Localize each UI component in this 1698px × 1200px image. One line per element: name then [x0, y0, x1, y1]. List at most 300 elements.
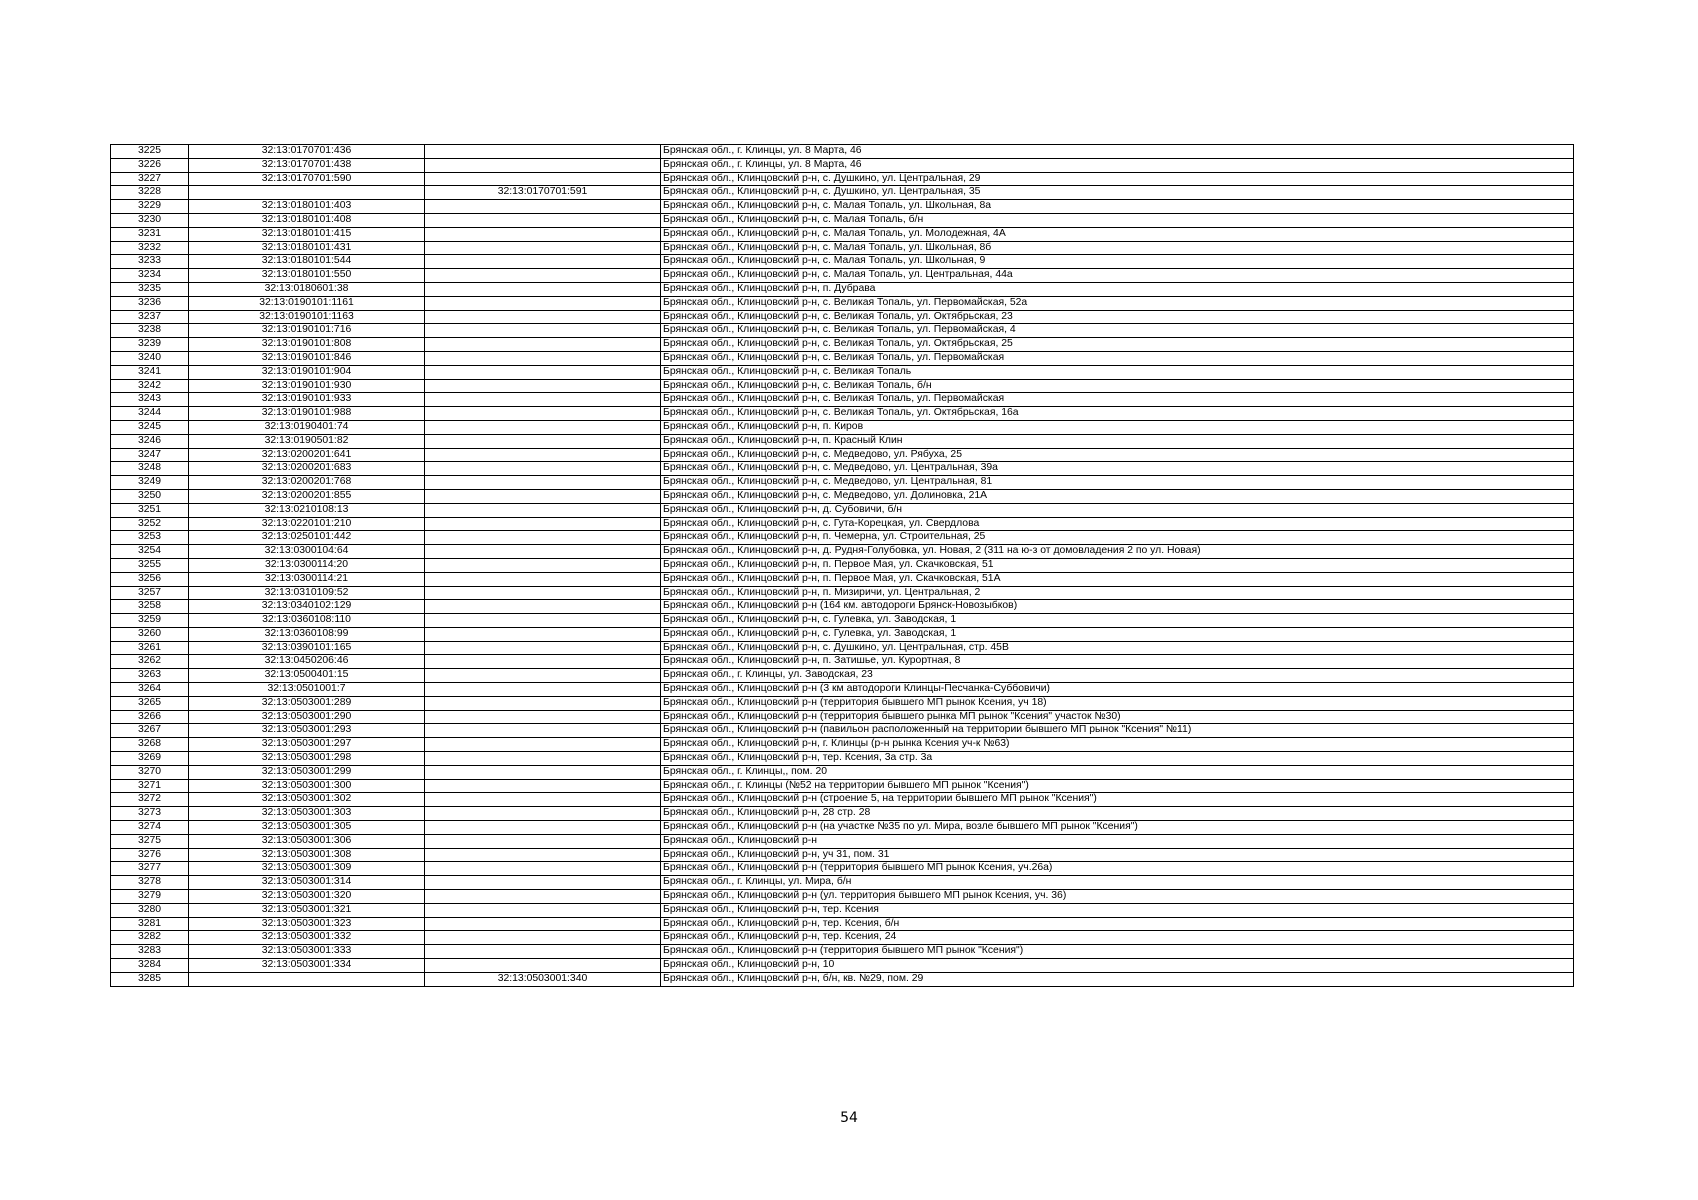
address-cell: Брянская обл., Клинцовский р-н (строение 5, на территории бывшего МП рынок "Ксения")	[661, 793, 1574, 807]
cadastral-number-cell	[189, 972, 425, 986]
cadastral-number-cell: 32:13:0340102:129	[189, 600, 425, 614]
cadastral-number-cell: 32:13:0501001:7	[189, 683, 425, 697]
cadastral-number-cell: 32:13:0190101:1161	[189, 296, 425, 310]
cadastral-number-alt-cell	[425, 834, 661, 848]
row-number-cell: 3235	[111, 282, 189, 296]
table-row	[111, 310, 1574, 324]
table-row	[111, 393, 1574, 407]
cadastral-number-cell: 32:13:0503001:309	[189, 862, 425, 876]
address-cell: Брянская обл., Клинцовский р-н, с. Гулевка, ул. Заводская, 1	[661, 627, 1574, 641]
row-number-cell: 3238	[111, 324, 189, 338]
cadastral-number-cell: 32:13:0190101:933	[189, 393, 425, 407]
cadastral-number-cell: 32:13:0503001:290	[189, 710, 425, 724]
cadastral-number-alt-cell	[425, 200, 661, 214]
row-number-cell: 3237	[111, 310, 189, 324]
cadastral-number-cell: 32:13:0503001:299	[189, 765, 425, 779]
table-row	[111, 821, 1574, 835]
page-number: 54	[840, 1110, 858, 1126]
cadastral-number-alt-cell	[425, 945, 661, 959]
cadastral-number-alt-cell	[425, 558, 661, 572]
cadastral-number-alt-cell	[425, 517, 661, 531]
row-number-cell: 3246	[111, 434, 189, 448]
cadastral-number-cell: 32:13:0200201:641	[189, 448, 425, 462]
table-row	[111, 862, 1574, 876]
address-cell: Брянская обл., Клинцовский р-н, с. Великая Топаль, б/н	[661, 379, 1574, 393]
cadastral-number-cell: 32:13:0170701:436	[189, 145, 425, 159]
table-row	[111, 793, 1574, 807]
row-number-cell: 3276	[111, 848, 189, 862]
cadastral-number-cell: 32:13:0200201:768	[189, 476, 425, 490]
cadastral-number-cell: 32:13:0503001:314	[189, 876, 425, 890]
address-cell: Брянская обл., Клинцовский р-н, тер. Ксения, 24	[661, 931, 1574, 945]
cadastral-number-alt-cell	[425, 807, 661, 821]
table-row	[111, 724, 1574, 738]
address-cell: Брянская обл., Клинцовский р-н, с. Медведово, ул. Долиновка, 21А	[661, 489, 1574, 503]
address-cell: Брянская обл., Клинцовский р-н, с. Малая Топаль, б/н	[661, 213, 1574, 227]
cadastral-number-cell: 32:13:0170701:590	[189, 172, 425, 186]
address-cell: Брянская обл., Клинцовский р-н, с. Медведово, ул. Рябуха, 25	[661, 448, 1574, 462]
cadastral-number-cell: 32:13:0210108:13	[189, 503, 425, 517]
address-cell: Брянская обл., Клинцовский р-н, 28 стр. 28	[661, 807, 1574, 821]
cadastral-number-cell: 32:13:0180101:550	[189, 269, 425, 283]
cadastral-number-alt-cell	[425, 876, 661, 890]
cadastral-number-alt-cell	[425, 959, 661, 973]
row-number-cell: 3242	[111, 379, 189, 393]
row-number-cell: 3252	[111, 517, 189, 531]
cadastral-number-alt-cell	[425, 614, 661, 628]
cadastral-number-cell: 32:13:0190101:904	[189, 365, 425, 379]
table-row	[111, 434, 1574, 448]
cadastral-number-alt-cell	[425, 738, 661, 752]
address-cell: Брянская обл., Клинцовский р-н, с. Малая Топаль, ул. Школьная, 8а	[661, 200, 1574, 214]
address-cell: Брянская обл., Клинцовский р-н (территория бывшего МП рынок Ксения, уч.26а)	[661, 862, 1574, 876]
cadastral-number-cell: 32:13:0180601:38	[189, 282, 425, 296]
address-cell: Брянская обл., Клинцовский р-н, с. Душкино, ул. Центральная, 29	[661, 172, 1574, 186]
cadastral-number-cell: 32:13:0503001:302	[189, 793, 425, 807]
row-number-cell: 3271	[111, 779, 189, 793]
cadastral-number-cell: 32:13:0360108:110	[189, 614, 425, 628]
address-cell: Брянская обл., Клинцовский р-н, п. Первое Мая, ул. Скачковская, 51А	[661, 572, 1574, 586]
row-number-cell: 3232	[111, 241, 189, 255]
table-row	[111, 779, 1574, 793]
cadastral-number-alt-cell	[425, 793, 661, 807]
cadastral-number-alt-cell	[425, 765, 661, 779]
address-cell: Брянская обл., Клинцовский р-н, с. Гута-Корецкая, ул. Свердлова	[661, 517, 1574, 531]
address-cell: Брянская обл., г. Клинцы,, пом. 20	[661, 765, 1574, 779]
table-row	[111, 752, 1574, 766]
table-row	[111, 296, 1574, 310]
cadastral-number-cell: 32:13:0503001:300	[189, 779, 425, 793]
cadastral-number-alt-cell	[425, 655, 661, 669]
address-cell: Брянская обл., Клинцовский р-н, с. Душкино, ул. Центральная, 35	[661, 186, 1574, 200]
row-number-cell: 3277	[111, 862, 189, 876]
table-row	[111, 158, 1574, 172]
table-row	[111, 876, 1574, 890]
address-cell: Брянская обл., Клинцовский р-н, с. Душкино, ул. Центральная, стр. 45В	[661, 641, 1574, 655]
row-number-cell: 3267	[111, 724, 189, 738]
address-cell: Брянская обл., Клинцовский р-н (павильон расположенный на территории бывшего МП рынок "Ксения" №11)	[661, 724, 1574, 738]
cadastral-number-cell: 32:13:0190101:1163	[189, 310, 425, 324]
table-row	[111, 489, 1574, 503]
cadastral-number-cell: 32:13:0190401:74	[189, 420, 425, 434]
cadastral-number-alt-cell	[425, 379, 661, 393]
row-number-cell: 3268	[111, 738, 189, 752]
cadastral-number-cell: 32:13:0200201:855	[189, 489, 425, 503]
table-row	[111, 420, 1574, 434]
table-row	[111, 269, 1574, 283]
table-row	[111, 931, 1574, 945]
row-number-cell: 3230	[111, 213, 189, 227]
cadastral-number-cell: 32:13:0450206:46	[189, 655, 425, 669]
table-row	[111, 531, 1574, 545]
cadastral-number-cell: 32:13:0190101:988	[189, 407, 425, 421]
row-number-cell: 3243	[111, 393, 189, 407]
cadastral-number-alt-cell: 32:13:0503001:340	[425, 972, 661, 986]
row-number-cell: 3257	[111, 586, 189, 600]
table-row	[111, 641, 1574, 655]
address-cell: Брянская обл., Клинцовский р-н, с. Гулевка, ул. Заводская, 1	[661, 614, 1574, 628]
row-number-cell: 3260	[111, 627, 189, 641]
cadastral-number-alt-cell	[425, 683, 661, 697]
cadastral-number-alt-cell	[425, 903, 661, 917]
cadastral-number-alt-cell	[425, 462, 661, 476]
cadastral-number-alt-cell	[425, 145, 661, 159]
row-number-cell: 3227	[111, 172, 189, 186]
cadastral-number-cell: 32:13:0300114:20	[189, 558, 425, 572]
table-row	[111, 586, 1574, 600]
cadastral-number-cell: 32:13:0390101:165	[189, 641, 425, 655]
row-number-cell: 3244	[111, 407, 189, 421]
address-cell: Брянская обл., Клинцовский р-н, с. Медведово, ул. Центральная, 81	[661, 476, 1574, 490]
table-row	[111, 959, 1574, 973]
row-number-cell: 3261	[111, 641, 189, 655]
cadastral-number-cell: 32:13:0180101:403	[189, 200, 425, 214]
address-cell: Брянская обл., г. Клинцы (№52 на территории бывшего МП рынок "Ксения")	[661, 779, 1574, 793]
row-number-cell: 3259	[111, 614, 189, 628]
cadastral-number-alt-cell	[425, 407, 661, 421]
cadastral-number-alt-cell	[425, 282, 661, 296]
table-row	[111, 655, 1574, 669]
address-cell: Брянская обл., Клинцовский р-н (164 км. автодороги Брянск-Новозыбков)	[661, 600, 1574, 614]
cadastral-number-cell: 32:13:0503001:293	[189, 724, 425, 738]
address-cell: Брянская обл., Клинцовский р-н, с. Малая Топаль, ул. Школьная, 8б	[661, 241, 1574, 255]
address-cell: Брянская обл., Клинцовский р-н, п. Красный Клин	[661, 434, 1574, 448]
cadastral-number-alt-cell	[425, 476, 661, 490]
cadastral-number-cell: 32:13:0503001:306	[189, 834, 425, 848]
address-cell: Брянская обл., Клинцовский р-н, с. Великая Топаль, ул. Октябрьская, 16а	[661, 407, 1574, 421]
address-cell: Брянская обл., Клинцовский р-н, п. Дубрава	[661, 282, 1574, 296]
address-cell: Брянская обл., Клинцовский р-н (3 км автодороги Клинцы-Песчанка-Суббовичи)	[661, 683, 1574, 697]
address-cell: Брянская обл., Клинцовский р-н, с. Великая Топаль, ул. Первомайская	[661, 351, 1574, 365]
cadastral-number-alt-cell	[425, 600, 661, 614]
cadastral-number-cell: 32:13:0300114:21	[189, 572, 425, 586]
cadastral-number-alt-cell	[425, 338, 661, 352]
cadastral-number-cell: 32:13:0310109:52	[189, 586, 425, 600]
table-row	[111, 738, 1574, 752]
address-cell: Брянская обл., Клинцовский р-н, с. Великая Топаль, ул. Октябрьская, 25	[661, 338, 1574, 352]
cadastral-number-cell: 32:13:0180101:408	[189, 213, 425, 227]
row-number-cell: 3285	[111, 972, 189, 986]
cadastral-number-cell: 32:13:0503001:308	[189, 848, 425, 862]
table-row	[111, 834, 1574, 848]
table-row	[111, 848, 1574, 862]
cadastral-number-cell: 32:13:0503001:323	[189, 917, 425, 931]
cadastral-number-alt-cell	[425, 862, 661, 876]
cadastral-number-alt-cell	[425, 710, 661, 724]
table-row	[111, 765, 1574, 779]
row-number-cell: 3239	[111, 338, 189, 352]
cadastral-number-cell: 32:13:0503001:334	[189, 959, 425, 973]
cadastral-number-alt-cell	[425, 752, 661, 766]
table-row	[111, 945, 1574, 959]
cadastral-number-alt-cell	[425, 641, 661, 655]
table-row	[111, 614, 1574, 628]
table-row	[111, 145, 1574, 159]
cadastral-number-alt-cell	[425, 503, 661, 517]
cadastral-number-alt-cell	[425, 448, 661, 462]
row-number-cell: 3279	[111, 890, 189, 904]
cadastral-number-cell: 32:13:0360108:99	[189, 627, 425, 641]
cadastral-number-cell: 32:13:0503001:303	[189, 807, 425, 821]
row-number-cell: 3240	[111, 351, 189, 365]
cadastral-number-alt-cell	[425, 324, 661, 338]
cadastral-number-alt-cell	[425, 393, 661, 407]
row-number-cell: 3272	[111, 793, 189, 807]
cadastral-number-alt-cell	[425, 724, 661, 738]
table-row	[111, 241, 1574, 255]
row-number-cell: 3275	[111, 834, 189, 848]
table-row	[111, 545, 1574, 559]
address-cell: Брянская обл., Клинцовский р-н, тер. Ксения, 3а стр. 3а	[661, 752, 1574, 766]
table-row	[111, 338, 1574, 352]
cadastral-number-cell: 32:13:0503001:320	[189, 890, 425, 904]
address-cell: Брянская обл., Клинцовский р-н, с. Великая Топаль, ул. Первомайская, 4	[661, 324, 1574, 338]
cadastral-number-cell: 32:13:0200201:683	[189, 462, 425, 476]
address-cell: Брянская обл., Клинцовский р-н, с. Малая Топаль, ул. Центральная, 44а	[661, 269, 1574, 283]
address-cell: Брянская обл., Клинцовский р-н, с. Великая Топаль, ул. Первомайская	[661, 393, 1574, 407]
row-number-cell: 3269	[111, 752, 189, 766]
row-number-cell: 3280	[111, 903, 189, 917]
cadastral-number-alt-cell	[425, 158, 661, 172]
row-number-cell: 3249	[111, 476, 189, 490]
cadastral-number-alt-cell	[425, 669, 661, 683]
cadastral-number-cell: 32:13:0190101:716	[189, 324, 425, 338]
cadastral-number-alt-cell	[425, 821, 661, 835]
cadastral-number-alt-cell	[425, 296, 661, 310]
table-row	[111, 351, 1574, 365]
row-number-cell: 3233	[111, 255, 189, 269]
row-number-cell: 3273	[111, 807, 189, 821]
cadastral-number-cell: 32:13:0300104:64	[189, 545, 425, 559]
cadastral-number-cell: 32:13:0503001:333	[189, 945, 425, 959]
row-number-cell: 3245	[111, 420, 189, 434]
table-row	[111, 213, 1574, 227]
cadastral-number-alt-cell	[425, 848, 661, 862]
address-cell: Брянская обл., Клинцовский р-н (территория бывшего рынка МП рынок "Ксения" участок №30)	[661, 710, 1574, 724]
cadastral-number-alt-cell	[425, 545, 661, 559]
address-cell: Брянская обл., г. Клинцы, ул. Мира, б/н	[661, 876, 1574, 890]
cadastral-number-cell: 32:13:0170701:438	[189, 158, 425, 172]
row-number-cell: 3225	[111, 145, 189, 159]
row-number-cell: 3256	[111, 572, 189, 586]
address-cell: Брянская обл., Клинцовский р-н, тер. Ксения	[661, 903, 1574, 917]
row-number-cell: 3226	[111, 158, 189, 172]
address-cell: Брянская обл., г. Клинцы, ул. 8 Марта, 46	[661, 145, 1574, 159]
table-row	[111, 683, 1574, 697]
address-cell: Брянская обл., Клинцовский р-н, с. Великая Топаль, ул. Первомайская, 52а	[661, 296, 1574, 310]
row-number-cell: 3231	[111, 227, 189, 241]
row-number-cell: 3251	[111, 503, 189, 517]
cadastral-number-cell: 32:13:0180101:544	[189, 255, 425, 269]
registry-body	[111, 145, 1574, 987]
row-number-cell: 3236	[111, 296, 189, 310]
cadastral-number-cell: 32:13:0503001:332	[189, 931, 425, 945]
table-row	[111, 462, 1574, 476]
cadastral-number-alt-cell	[425, 351, 661, 365]
cadastral-number-cell: 32:13:0503001:321	[189, 903, 425, 917]
address-cell: Брянская обл., Клинцовский р-н, с. Медведово, ул. Центральная, 39а	[661, 462, 1574, 476]
row-number-cell: 3270	[111, 765, 189, 779]
table-row	[111, 407, 1574, 421]
table-row	[111, 903, 1574, 917]
row-number-cell: 3263	[111, 669, 189, 683]
address-cell: Брянская обл., Клинцовский р-н (на участке №35 по ул. Мира, возле бывшего МП рынок "Ксения")	[661, 821, 1574, 835]
table-row	[111, 696, 1574, 710]
address-cell: Брянская обл., Клинцовский р-н, тер. Ксения, б/н	[661, 917, 1574, 931]
table-row	[111, 807, 1574, 821]
address-cell: Брянская обл., Клинцовский р-н, г. Клинцы (р-н рынка Ксения уч-к №63)	[661, 738, 1574, 752]
cadastral-number-alt-cell	[425, 627, 661, 641]
row-number-cell: 3229	[111, 200, 189, 214]
cadastral-number-cell: 32:13:0180101:415	[189, 227, 425, 241]
row-number-cell: 3255	[111, 558, 189, 572]
row-number-cell: 3234	[111, 269, 189, 283]
cadastral-number-alt-cell	[425, 779, 661, 793]
address-cell: Брянская обл., Клинцовский р-н, уч 31, пом. 31	[661, 848, 1574, 862]
cadastral-number-alt-cell	[425, 310, 661, 324]
address-cell: Брянская обл., Клинцовский р-н, д. Рудня-Голубовка, ул. Новая, 2 (311 на ю-з от домовладения 2 по ул. Новая)	[661, 545, 1574, 559]
address-cell: Брянская обл., Клинцовский р-н (территория бывшего МП рынок "Ксения")	[661, 945, 1574, 959]
cadastral-number-cell: 32:13:0190101:846	[189, 351, 425, 365]
table-row	[111, 972, 1574, 986]
table-row	[111, 282, 1574, 296]
address-cell: Брянская обл., Клинцовский р-н	[661, 834, 1574, 848]
row-number-cell: 3258	[111, 600, 189, 614]
cadastral-number-alt-cell	[425, 572, 661, 586]
table-row	[111, 917, 1574, 931]
table-row	[111, 172, 1574, 186]
address-cell: Брянская обл., Клинцовский р-н, б/н, кв. №29, пом. 29	[661, 972, 1574, 986]
table-row	[111, 710, 1574, 724]
cadastral-number-alt-cell	[425, 434, 661, 448]
table-row	[111, 324, 1574, 338]
address-cell: Брянская обл., Клинцовский р-н (ул. территория бывшего МП рынок Ксения, уч. 36)	[661, 890, 1574, 904]
cadastral-number-alt-cell	[425, 489, 661, 503]
row-number-cell: 3283	[111, 945, 189, 959]
row-number-cell: 3274	[111, 821, 189, 835]
table-row	[111, 365, 1574, 379]
cadastral-number-alt-cell: 32:13:0170701:591	[425, 186, 661, 200]
address-cell: Брянская обл., Клинцовский р-н, с. Малая Топаль, ул. Школьная, 9	[661, 255, 1574, 269]
cadastral-number-alt-cell	[425, 227, 661, 241]
table-row	[111, 255, 1574, 269]
row-number-cell: 3248	[111, 462, 189, 476]
row-number-cell: 3266	[111, 710, 189, 724]
address-cell: Брянская обл., Клинцовский р-н, п. Киров	[661, 420, 1574, 434]
table-row	[111, 200, 1574, 214]
cadastral-number-alt-cell	[425, 586, 661, 600]
cadastral-number-cell: 32:13:0503001:297	[189, 738, 425, 752]
cadastral-number-cell: 32:13:0500401:15	[189, 669, 425, 683]
address-cell: Брянская обл., Клинцовский р-н, с. Великая Топаль	[661, 365, 1574, 379]
cadastral-number-cell: 32:13:0190101:930	[189, 379, 425, 393]
table-row	[111, 558, 1574, 572]
table-row	[111, 379, 1574, 393]
row-number-cell: 3264	[111, 683, 189, 697]
address-cell: Брянская обл., Клинцовский р-н, п. Затишье, ул. Курортная, 8	[661, 655, 1574, 669]
cadastral-number-alt-cell	[425, 917, 661, 931]
row-number-cell: 3282	[111, 931, 189, 945]
row-number-cell: 3228	[111, 186, 189, 200]
cadastral-number-cell: 32:13:0180101:431	[189, 241, 425, 255]
address-cell: Брянская обл., Клинцовский р-н, с. Малая Топаль, ул. Молодежная, 4А	[661, 227, 1574, 241]
registry-table	[110, 144, 1574, 987]
table-row	[111, 186, 1574, 200]
row-number-cell: 3253	[111, 531, 189, 545]
address-cell: Брянская обл., Клинцовский р-н, с. Великая Топаль, ул. Октябрьская, 23	[661, 310, 1574, 324]
address-cell: Брянская обл., Клинцовский р-н, п. Первое Мая, ул. Скачковская, 51	[661, 558, 1574, 572]
row-number-cell: 3262	[111, 655, 189, 669]
cadastral-number-cell: 32:13:0503001:289	[189, 696, 425, 710]
cadastral-number-alt-cell	[425, 365, 661, 379]
table-row	[111, 890, 1574, 904]
table-row	[111, 669, 1574, 683]
cadastral-number-cell: 32:13:0190501:82	[189, 434, 425, 448]
row-number-cell: 3254	[111, 545, 189, 559]
address-cell: Брянская обл., Клинцовский р-н, п. Мизиричи, ул. Центральная, 2	[661, 586, 1574, 600]
table-row	[111, 227, 1574, 241]
row-number-cell: 3265	[111, 696, 189, 710]
table-row	[111, 517, 1574, 531]
cadastral-number-alt-cell	[425, 531, 661, 545]
table-row	[111, 448, 1574, 462]
table-row	[111, 600, 1574, 614]
address-cell: Брянская обл., Клинцовский р-н, д. Субовичи, б/н	[661, 503, 1574, 517]
cadastral-number-alt-cell	[425, 172, 661, 186]
row-number-cell: 3241	[111, 365, 189, 379]
cadastral-number-alt-cell	[425, 696, 661, 710]
cadastral-number-alt-cell	[425, 241, 661, 255]
table-row	[111, 476, 1574, 490]
row-number-cell: 3284	[111, 959, 189, 973]
cadastral-number-alt-cell	[425, 269, 661, 283]
address-cell: Брянская обл., Клинцовский р-н, п. Чемерна, ул. Строительная, 25	[661, 531, 1574, 545]
address-cell: Брянская обл., г. Клинцы, ул. Заводская, 23	[661, 669, 1574, 683]
cadastral-number-alt-cell	[425, 213, 661, 227]
address-cell: Брянская обл., Клинцовский р-н, 10	[661, 959, 1574, 973]
table-row	[111, 572, 1574, 586]
address-cell: Брянская обл., г. Клинцы, ул. 8 Марта, 46	[661, 158, 1574, 172]
row-number-cell: 3247	[111, 448, 189, 462]
cadastral-number-cell	[189, 186, 425, 200]
row-number-cell: 3281	[111, 917, 189, 931]
address-cell: Брянская обл., Клинцовский р-н (территория бывшего МП рынок Ксения, уч 18)	[661, 696, 1574, 710]
table-row	[111, 627, 1574, 641]
cadastral-number-alt-cell	[425, 255, 661, 269]
table-row	[111, 503, 1574, 517]
cadastral-number-alt-cell	[425, 420, 661, 434]
cadastral-number-cell: 32:13:0220101:210	[189, 517, 425, 531]
